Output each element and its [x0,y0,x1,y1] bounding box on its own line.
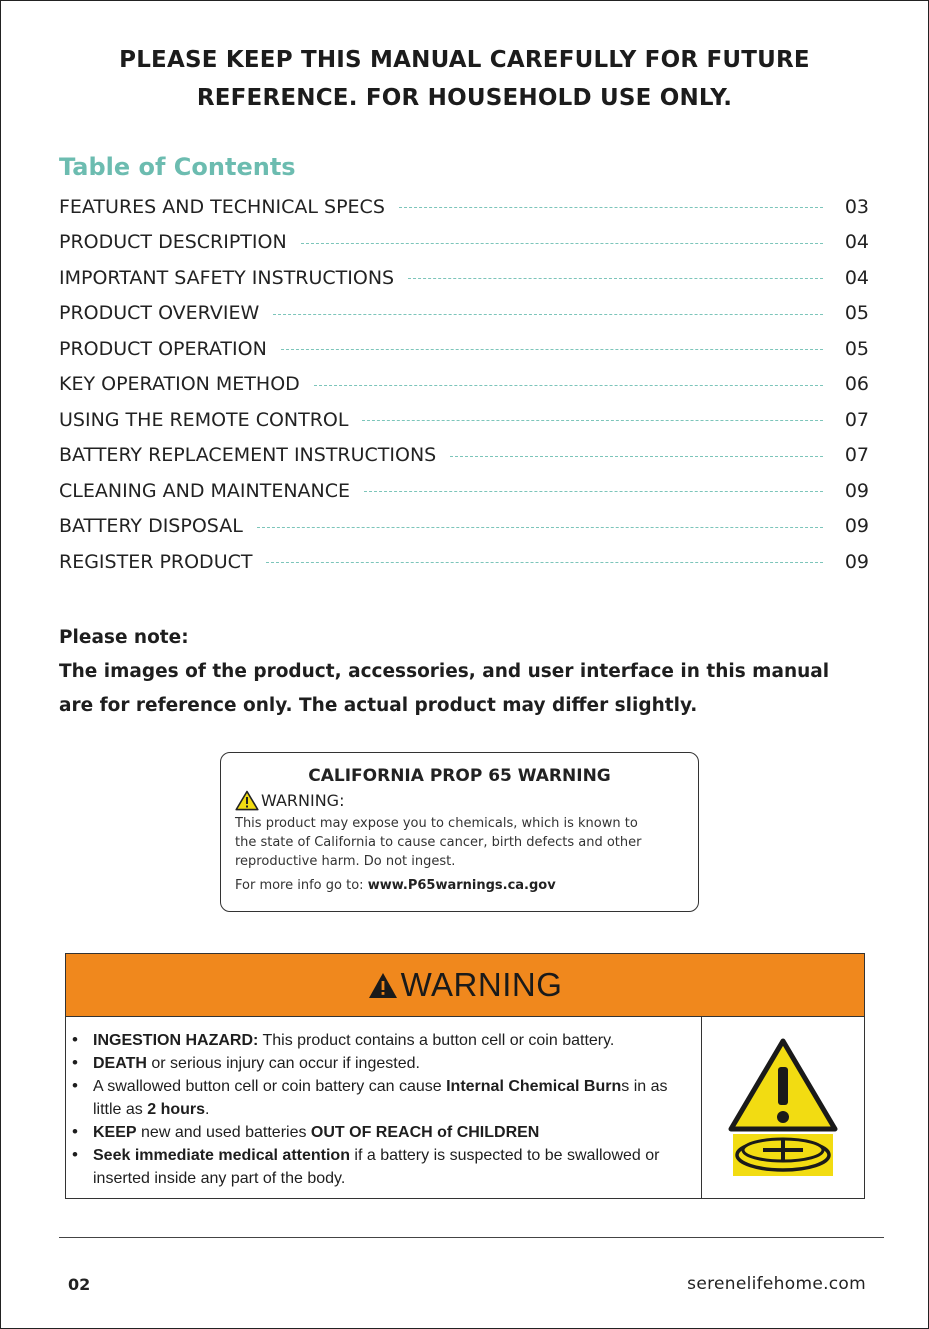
toc-leader [364,491,823,492]
toc-item[interactable] [59,260,869,296]
toc-title: Table of Contents [59,153,296,181]
warning-item-bold: OUT OF REACH of CHILDREN [310,1124,540,1141]
warning-body [66,1017,864,1199]
toc-leader [281,349,823,350]
toc-item[interactable] [59,438,869,474]
toc-item-page: 05 [844,337,869,360]
toc-leader [362,420,823,421]
website-link[interactable]: serenelifehome.com [687,1274,866,1294]
toc-leader [450,456,823,457]
battery-warning-box [65,953,865,1199]
toc-item-page: 09 [844,479,869,502]
warning-item-bold: INGESTION HAZARD: [93,1032,259,1049]
toc-item-label: KEY OPERATION METHOD [59,373,300,396]
toc-item[interactable] [59,367,869,403]
toc-item-label: USING THE REMOTE CONTROL [59,408,349,431]
warning-item [66,1144,695,1190]
prop65-warning-label-row [235,790,684,811]
warning-item [66,1052,695,1075]
toc-item[interactable] [59,473,869,509]
page-number: 02 [68,1275,91,1294]
toc-item[interactable] [59,331,869,367]
toc-item-page: 04 [844,231,869,254]
toc-item-label: PRODUCT DESCRIPTION [59,231,287,254]
prop65-link[interactable]: www.P65warnings.ca.gov [367,878,556,893]
prop65-body-line: reproductive harm. Do not ingest. [235,854,456,869]
reference-note [59,621,879,723]
toc-item-page: 07 [844,444,869,467]
toc-item-label: FEATURES AND TECHNICAL SPECS [59,195,385,218]
toc-item-label: BATTERY DISPOSAL [59,515,243,538]
warning-triangle-icon [235,790,259,811]
toc-item-label: CLEANING AND MAINTENANCE [59,479,351,502]
toc-leader [301,243,823,244]
prop65-info-prefix: For more info go to: [235,878,364,893]
toc-item-label: IMPORTANT SAFETY INSTRUCTIONS [59,266,395,289]
warning-item-bold: KEEP [93,1124,137,1141]
battery-hazard-icon [727,1037,839,1179]
table-of-contents [59,189,869,580]
prop65-warning-label: WARNING: [261,790,345,810]
warning-item-text: . [205,1101,210,1118]
prop65-body [235,814,684,871]
toc-leader [408,278,823,279]
prop65-info [235,878,684,893]
heading-line-2: REFERENCE. FOR HOUSEHOLD USE ONLY. [196,85,733,111]
toc-item-label: PRODUCT OPERATION [59,337,267,360]
warning-title: WARNING [400,966,563,1003]
warning-item-text: s in as little as [93,1078,668,1118]
warning-item [66,1029,695,1052]
note-line-2: are for reference only. The actual product may differ slightly. [59,695,698,716]
toc-item-page: 09 [844,515,869,538]
toc-item-label: BATTERY REPLACEMENT INSTRUCTIONS [59,444,437,467]
warning-item [66,1121,695,1144]
warning-list [66,1017,702,1199]
toc-item-page: 09 [844,550,869,573]
note-title: Please note: [59,627,189,648]
toc-item-page: 07 [844,408,869,431]
warning-item-text: if a battery is suspected to be swallowed or inserted inside any part of the body. [93,1147,660,1187]
warning-item-bold: DEATH [93,1055,147,1072]
warning-item-bold: Internal Chemical Burn [446,1078,622,1095]
footer-divider [59,1237,884,1238]
toc-leader [314,385,823,386]
toc-leader [273,314,823,315]
toc-leader [257,527,823,528]
toc-item[interactable] [59,402,869,438]
page-heading [1,41,928,117]
toc-item-page: 03 [844,195,869,218]
warning-item-bold: Seek immediate medical attention [93,1147,350,1164]
warning-header [66,954,864,1017]
toc-item-label: PRODUCT OVERVIEW [59,302,260,325]
warning-item-text: or serious injury can occur if ingested. [146,1055,420,1072]
heading-line-1: PLEASE KEEP THIS MANUAL CAREFULLY FOR FUTURE [119,47,810,73]
toc-item[interactable] [59,509,869,545]
toc-item-page: 06 [844,373,869,396]
prop65-body-line: This product may expose you to chemicals, which is known to [235,816,638,831]
warning-item-text: A swallowed button cell or coin battery can cause [93,1078,447,1095]
toc-item-page: 05 [844,302,869,325]
toc-item[interactable] [59,544,869,580]
warning-item-text: new and used batteries [136,1124,311,1141]
battery-hazard-icon-cell [702,1017,864,1199]
note-line-1: The images of the product, accessories, and user interface in this manual [59,661,830,682]
warning-item-bold: 2 hours [147,1101,206,1118]
toc-item-page: 04 [844,266,869,289]
toc-leader [399,207,823,208]
toc-leader [266,562,823,563]
warning-item [66,1075,695,1121]
prop65-body-line: the state of California to cause cancer, birth defects and other [235,835,642,850]
prop65-title: CALIFORNIA PROP 65 WARNING [308,766,611,786]
toc-item[interactable] [59,189,869,225]
toc-item-label: REGISTER PRODUCT [59,550,253,573]
warning-triangle-icon [368,972,398,999]
toc-item[interactable] [59,296,869,332]
warning-item-text: This product contains a button cell or coin battery. [258,1032,615,1049]
prop65-warning-box [220,752,699,912]
toc-item[interactable] [59,225,869,261]
